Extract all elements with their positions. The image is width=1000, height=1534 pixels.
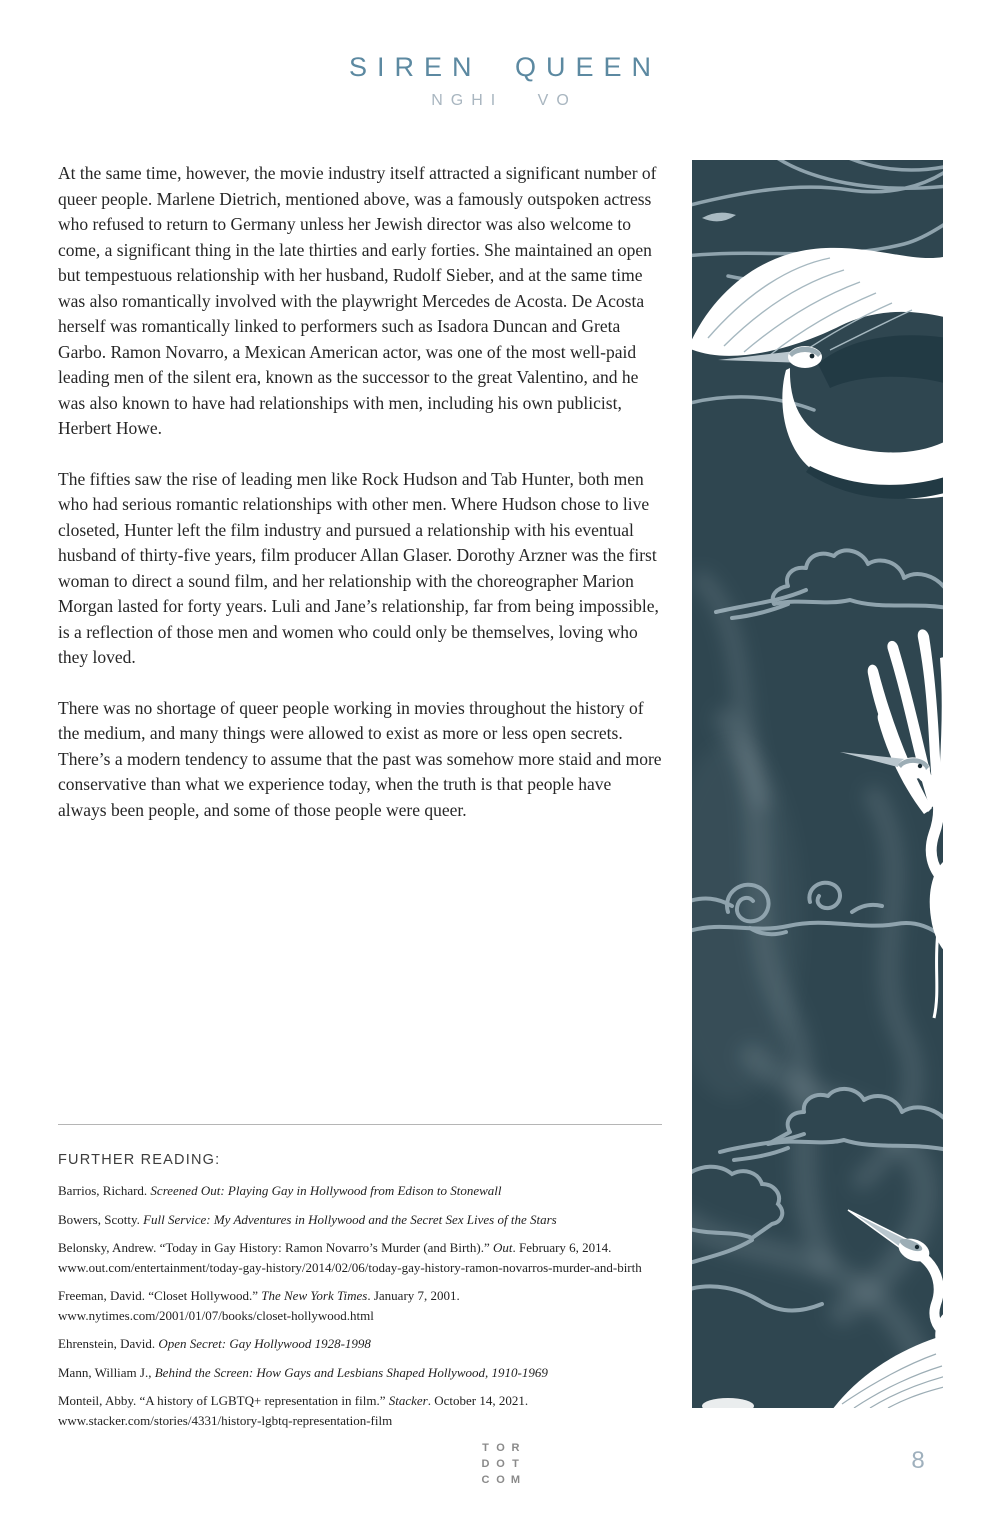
citation-title: Stacker — [388, 1393, 428, 1408]
citation-item — [58, 1210, 662, 1230]
logo-letter: D — [481, 1458, 490, 1470]
page-number: 8 — [911, 1447, 925, 1474]
citation-title: Screened Out: Playing Gay in Hollywood from Edison to Stonewall — [150, 1183, 502, 1198]
author-name: NGHI VO — [431, 92, 577, 109]
logo-letter: R — [511, 1442, 520, 1454]
body-paragraph: There was no shortage of queer people working in movies throughout the history of the medium, and many things were allowed to exist as more or less open secrets. There’s a modern tendency to assume that the past was somehow more staid and more conservative than what we experience today, when the truth is that people have always been people, and some of those people were queer. — [58, 697, 662, 820]
citation-url: www.nytimes.com/2001/01/07/books/closet-hollywood.html — [58, 1307, 374, 1323]
citation-author: Barrios, Richard. — [58, 1183, 151, 1198]
citation-item — [58, 1238, 662, 1277]
citation-item — [58, 1286, 662, 1325]
logo-letter: O — [496, 1474, 505, 1486]
citation-title: Full Service: My Adventures in Hollywood and the Secret Sex Lives of the Stars — [143, 1211, 557, 1227]
citation-date: . February 6, 2014. — [512, 1240, 612, 1255]
body-paragraph: At the same time, however, the movie industry itself attracted a significant number of queer people. Marlene Dietrich, mentioned above, was a famously outspoken actress who refused to return to Germany unless her Jewish director was also welcome to come, a significant thing in the late thirties and early forties. She maintained an open but tempestuous relationship with her husband, Rudolf Sieber, and at the same time was also romantically involved with the playwright Mercedes de Acosta. De Acosta herself was romantically linked to performers such as Isadora Duncan and Greta Garbo. Ramon Novarro, a Mexican American actor, was one of the most well-paid leading men of the silent era, known as the successor to the great Valentino, and he was also known to have had relationships with men, including his own publicist, Herbert Howe. — [58, 163, 657, 438]
citation-author: Freeman, David. “Closet Hollywood.” — [58, 1288, 262, 1303]
further-reading-heading: FURTHER READING: — [58, 1152, 221, 1168]
logo-letter: T — [512, 1458, 519, 1470]
citation-date: . January 7, 2001. — [367, 1288, 460, 1303]
logo-letter: C — [481, 1474, 490, 1486]
eye — [810, 354, 815, 359]
crane-illustration — [692, 160, 943, 1408]
eye — [918, 764, 922, 768]
page-title: SIREN QUEEN — [348, 52, 662, 82]
citation-author: Ehrenstein, David. — [58, 1336, 159, 1351]
citation-author: Belonsky, Andrew. “Today in Gay History: Ramon Novarro’s Murder (and Birth).” — [58, 1240, 493, 1255]
logo-letter: T — [482, 1442, 489, 1454]
citation-title: Out — [493, 1240, 513, 1255]
citation-author: Mann, William J., — [58, 1364, 155, 1380]
citation-title: Open Secret: Gay Hollywood 1928-1998 — [158, 1336, 371, 1351]
citation-item — [58, 1363, 662, 1383]
citation-title: Behind the Screen: How Gays and Lesbians Shaped Hollywood, 1910-1969 — [154, 1364, 548, 1380]
citation-title: The New York Times — [261, 1288, 368, 1303]
section-divider — [58, 1124, 662, 1125]
citation-date: . October 14, 2021. — [427, 1393, 529, 1408]
logo-letter: O — [496, 1458, 505, 1470]
tor-dot-com-logo — [478, 1440, 523, 1488]
citation-author: Bowers, Scotty. — [58, 1211, 144, 1227]
further-reading-section — [58, 1124, 662, 1439]
logo-letter: O — [496, 1442, 505, 1454]
page-header — [0, 52, 1000, 110]
citation-item — [58, 1181, 662, 1201]
crane-artwork — [692, 160, 943, 1408]
citation-item — [58, 1391, 662, 1430]
logo-letter: M — [510, 1474, 521, 1486]
citation-url: www.out.com/entertainment/today-gay-history/2014/02/06/today-gay-history-ramon-novarros-murder-and-birth — [58, 1259, 642, 1275]
body-paragraph: The fifties saw the rise of leading men like Rock Hudson and Tab Hunter, both men who had serious romantic relationships with other men. Where Hudson chose to live closeted, Hunter left the film industry and pursued a relationship with his eventual husband of thirty-five years, film producer Allan Glaser. Dorothy Arzner was the first woman to direct a sound film, and her relationship with the choreographer Marion Morgan lasted for forty years. Luli and Jane’s relationship, far from being impossible, is a reflection of those men and women who could only be themselves, loving who they loved. — [58, 468, 659, 667]
body-text — [58, 161, 664, 848]
eye — [915, 1245, 919, 1249]
citation-item — [58, 1334, 662, 1354]
citation-author: Monteil, Abby. “A history of LGBTQ+ representation in film.” — [58, 1393, 389, 1408]
citation-url: www.stacker.com/stories/4331/history-lgbtq-representation-film — [58, 1412, 393, 1428]
